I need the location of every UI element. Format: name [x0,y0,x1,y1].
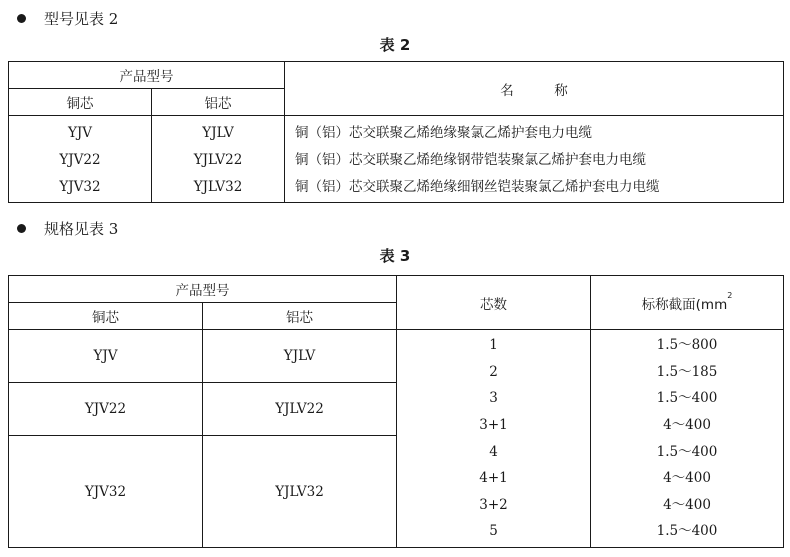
list-item: 4～400 [663,496,711,513]
aluminum-core-header: 铝芯 [203,303,397,330]
section-heading-text: 型号见表 2 [44,10,119,28]
list-item: 4+1 [479,470,508,487]
spec-table [8,275,784,548]
cores-cell [397,330,591,548]
table-row: YJV32 [59,178,101,195]
list-item: 2 [489,363,498,380]
copper-model-cell [9,116,152,203]
list-item: 1.5～400 [656,523,718,540]
list-item: 3+2 [479,496,508,513]
list-item: 5 [489,523,498,540]
table-row: 铜（铝）芯交联聚乙烯绝缘钢带铠装聚氯乙烯护套电力电缆 [295,151,646,168]
list-item: 4～400 [663,416,711,433]
aluminum-core-header: 铝芯 [152,89,285,116]
list-item: 1.5～185 [656,363,718,380]
list-item: 1.5～800 [656,337,718,354]
model-table [8,61,784,203]
name-header: 名 称 [285,62,784,116]
aluminum-model-cell: YJLV32 [203,436,397,548]
list-item: 1.5～400 [656,390,718,407]
cable-name-cell [285,116,784,203]
table-row: YJLV32 [193,178,243,195]
aluminum-model-cell: YJLV22 [203,383,397,436]
list-item: 1.5～400 [656,443,718,460]
table-row: YJV [67,124,93,141]
list-item: 1 [489,337,498,354]
table-row: 铜（铝）芯交联聚乙烯绝缘细钢丝铠装聚氯乙烯护套电力电缆 [295,178,660,195]
table-row: YJLV [202,124,234,141]
section-heading-specs [12,218,118,239]
copper-model-cell: YJV22 [9,383,203,436]
copper-model-cell: YJV [9,330,203,383]
copper-core-header: 铜芯 [9,303,203,330]
list-item: 3 [489,390,498,407]
product-model-header: 产品型号 [9,62,285,89]
list-item: 3+1 [479,416,508,433]
table2-caption: 表 2 [379,36,411,54]
product-model-header: 产品型号 [9,276,397,303]
section-heading-models [12,8,118,29]
bullet-icon [17,224,26,233]
list-item: 4～400 [663,470,711,487]
table-row: YJV22 [59,151,101,168]
nominal-section-header: 标称截面($mm^2$ [591,276,784,330]
bullet-icon [17,14,26,23]
table-row: 铜（铝）芯交联聚乙烯绝缘聚氯乙烯护套电力电缆 [295,124,592,141]
copper-core-header: 铜芯 [9,89,152,116]
aluminum-model-cell [152,116,285,203]
table-row: YJLV22 [193,151,243,168]
section-heading-text: 规格见表 3 [44,220,119,238]
copper-model-cell: YJV32 [9,436,203,548]
nominal-section-cell [591,330,784,548]
aluminum-model-cell: YJLV [203,330,397,383]
table3-caption: 表 3 [379,247,411,265]
list-item: 4 [489,443,498,460]
cores-header: 芯数 [397,276,591,330]
